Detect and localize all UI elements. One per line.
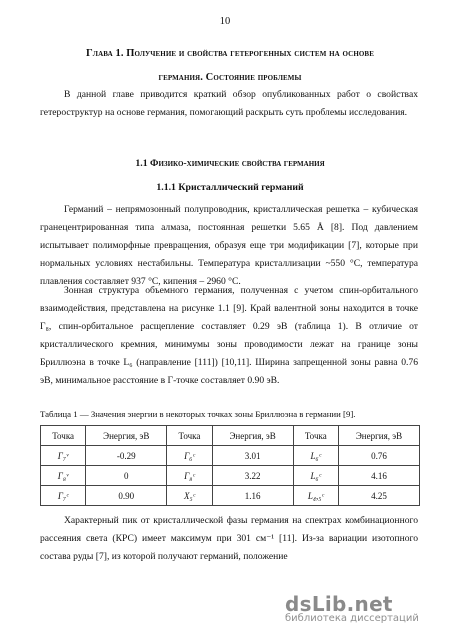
header-energy: Энергия, эВ — [86, 426, 167, 446]
table-cell: Γ₆ᶜ — [167, 446, 212, 466]
table-row — [41, 466, 420, 486]
chapter-title-line-2: германия. Состояние проблемы — [158, 72, 302, 83]
watermark-subtitle: библиотека диссертаций — [285, 613, 419, 624]
paragraph-1: Германий – непрямозонный полупроводник, кристаллическая решетка – кубическая гранецентрированная типа алмаза, постоянная решетки 5.65 Å [8]. Под давлением испытывает полиморфные превращения, образуя еще три модификации [7], которые при нормальных условиях нестабильны. Температура кристаллизации ~550 °C, температура плавления составляет 937 °C, кипения – 2960 °C. — [40, 204, 418, 287]
header-energy: Энергия, эВ — [212, 426, 293, 446]
table-row — [41, 486, 420, 506]
table-row — [41, 446, 420, 466]
section-title: 1.1 Физико-химические свойства германия — [135, 158, 325, 169]
table-cell: X₅ᶜ — [167, 486, 212, 506]
chapter-title-line-1: Глава 1. Получение и свойства гетерогенных систем на основе — [86, 48, 374, 59]
table-cell: Γ₈ᵛ — [41, 466, 86, 486]
table-cell: 4.25 — [338, 486, 419, 506]
table-cell: 1.16 — [212, 486, 293, 506]
table-cell: 0.76 — [338, 446, 419, 466]
page-number: 10 — [219, 16, 231, 27]
watermark-logo: dsLib.net — [285, 592, 393, 616]
energy-table — [40, 425, 420, 506]
header-point: Точка — [167, 426, 212, 446]
table-cell: 0.90 — [86, 486, 167, 506]
watermark — [285, 592, 419, 624]
intro-paragraph: В данной главе приводится краткий обзор опубликованных работ о свойствах гетероструктур на основе германия, помогающий раскрыть суть проблемы исследования. — [40, 89, 418, 118]
table-cell: 0 — [86, 466, 167, 486]
table-cell: L₆ᶜ — [293, 466, 338, 486]
header-point: Точка — [293, 426, 338, 446]
table-cell: -0.29 — [86, 446, 167, 466]
table-caption: Таблица 1 — Значения энергии в некоторых точках зоны Бриллюэна в германии [9]. — [40, 409, 356, 419]
table-cell: L₄,₅ᶜ — [293, 486, 338, 506]
header-point: Точка — [41, 426, 86, 446]
paragraph-3: Характерный пик от кристаллической фазы германия на спектрах комбинационного рассеяния света (КРС) имеет максимум при 301 см⁻¹ [11]. Из-за вариации изотопного состава руды [7], из которой получают германий, положение — [40, 515, 418, 562]
table-cell: Γ₇ᵛ — [41, 446, 86, 466]
table-cell: Γ₇ᶜ — [41, 486, 86, 506]
table-header-row — [41, 426, 420, 446]
header-energy: Энергия, эВ — [338, 426, 419, 446]
paragraph-2: Зонная структура объемного германия, полученная с учетом спин-орбитального взаимодействия, представлена на рисунке 1.1 [9]. Край валентной зоны находится в точке Γ₈, спин-орбитальное расщепление составляет 0.29 эВ (таблица 1). В отличие от кристаллического кремния, минимумы зоны проводимости лежат на границе зоны Бриллюэна в точке L₆ (направление [111]) [10,11]. Ширина запрещенной зоны равна 0.76 эВ, минимальное расстояние в Г-точке составляет 0.90 эВ. — [40, 285, 418, 386]
table-cell: 3.22 — [212, 466, 293, 486]
table-cell: L₆ᶜ — [293, 446, 338, 466]
table-cell: Γ₈ᶜ — [167, 466, 212, 486]
table-cell: 3.01 — [212, 446, 293, 466]
chapter-title — [40, 42, 420, 90]
table-cell: 4.16 — [338, 466, 419, 486]
subsection-title: 1.1.1 Кристаллический германий — [156, 182, 304, 193]
